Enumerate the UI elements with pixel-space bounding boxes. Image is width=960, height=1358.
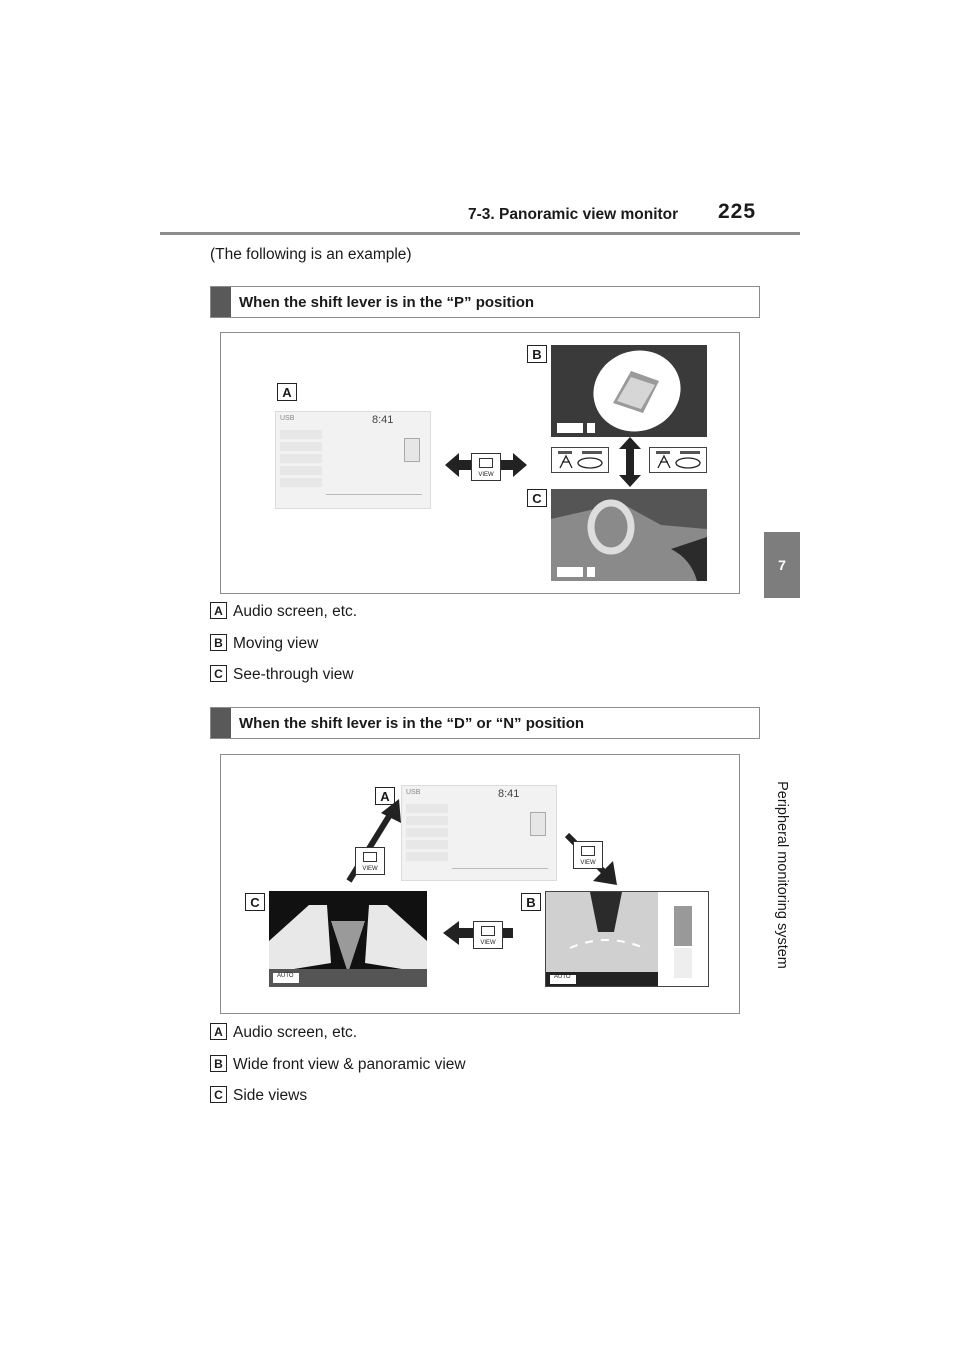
wide-front-panoramic-view — [545, 891, 709, 987]
item-text: Moving view — [233, 635, 319, 652]
item-text: Wide front view & panoramic view — [233, 1056, 466, 1073]
audio-menu-row — [280, 466, 322, 475]
audio-source: USB — [280, 415, 295, 422]
audio-time: 8:41 — [498, 788, 520, 800]
view-button — [473, 921, 503, 949]
car-view-icon — [552, 448, 608, 472]
view-button-label: VIEW — [478, 472, 494, 478]
item-letter: C — [210, 1086, 227, 1103]
item-text: Side views — [233, 1087, 308, 1104]
auto-label: AUTO — [554, 974, 571, 980]
audio-progress-bar — [452, 868, 548, 869]
vertical-switch-arrow — [619, 437, 641, 487]
item-letter: A — [210, 602, 227, 619]
chapter-number: 7 — [778, 557, 786, 573]
header-rule — [160, 232, 800, 235]
callout-b: B — [521, 893, 541, 911]
audio-menu-row — [280, 430, 322, 439]
side-views — [269, 891, 427, 987]
item-letter: A — [210, 1023, 227, 1040]
intro-text: (The following is an example) — [210, 246, 412, 263]
view-button-label: VIEW — [362, 866, 378, 872]
audio-progress-bar — [326, 494, 422, 495]
audio-source: USB — [406, 789, 421, 796]
car-view-icon — [650, 448, 706, 472]
figure-p-position — [220, 332, 740, 594]
view-button-label: VIEW — [480, 940, 496, 946]
audio-menu-row — [280, 454, 322, 463]
view-toggle-icon-right — [649, 447, 707, 473]
item-letter: C — [210, 665, 227, 682]
screen-icon — [481, 926, 495, 936]
audio-menu-row — [406, 852, 448, 861]
item-text: Audio screen, etc. — [233, 603, 358, 620]
see-through-view-image — [551, 489, 707, 581]
audio-time: 8:41 — [372, 414, 394, 426]
item-letter: B — [210, 1055, 227, 1072]
section-heading-d-n — [210, 707, 760, 739]
view-button — [471, 453, 501, 481]
figure-d-n-position — [220, 754, 740, 1014]
callout-a: A — [277, 383, 297, 401]
chapter-title: Peripheral monitoring system — [774, 781, 790, 969]
page-number: 225 — [718, 200, 757, 223]
item-letter: B — [210, 634, 227, 651]
section-heading-text: When the shift lever is in the “P” position — [239, 293, 535, 311]
view-toggle-icon-left — [551, 447, 609, 473]
section-title: 7-3. Panoramic view monitor — [468, 206, 679, 223]
heading-bar — [211, 708, 231, 738]
audio-menu-row — [406, 828, 448, 837]
wide-front-image — [546, 892, 708, 986]
view-button — [355, 847, 385, 875]
heading-bar — [211, 287, 231, 317]
usb-icon — [404, 438, 420, 462]
screen-icon — [479, 458, 493, 468]
audio-menu-row — [280, 478, 322, 487]
view-button-label: VIEW — [580, 860, 596, 866]
audio-menu-row — [406, 840, 448, 849]
screen-icon — [363, 852, 377, 862]
usb-icon — [530, 812, 546, 836]
audio-screen — [275, 411, 431, 509]
callout-c: C — [527, 489, 547, 507]
screen-icon — [581, 846, 595, 856]
callout-c: C — [245, 893, 265, 911]
chapter-tab — [764, 532, 800, 598]
audio-menu-row — [406, 816, 448, 825]
audio-menu-row — [280, 442, 322, 451]
callout-b: B — [527, 345, 547, 363]
see-through-view — [551, 489, 707, 581]
item-text: See-through view — [233, 666, 354, 683]
view-button — [573, 841, 603, 869]
auto-label: AUTO — [277, 973, 294, 979]
item-text: Audio screen, etc. — [233, 1024, 358, 1041]
moving-view — [551, 345, 707, 437]
callout-a: A — [375, 787, 395, 805]
section-heading-p — [210, 286, 760, 318]
audio-menu-row — [406, 804, 448, 813]
moving-view-image — [551, 345, 707, 437]
section-heading-text: When the shift lever is in the “D” or “N” position — [239, 714, 585, 732]
audio-screen — [401, 785, 557, 881]
